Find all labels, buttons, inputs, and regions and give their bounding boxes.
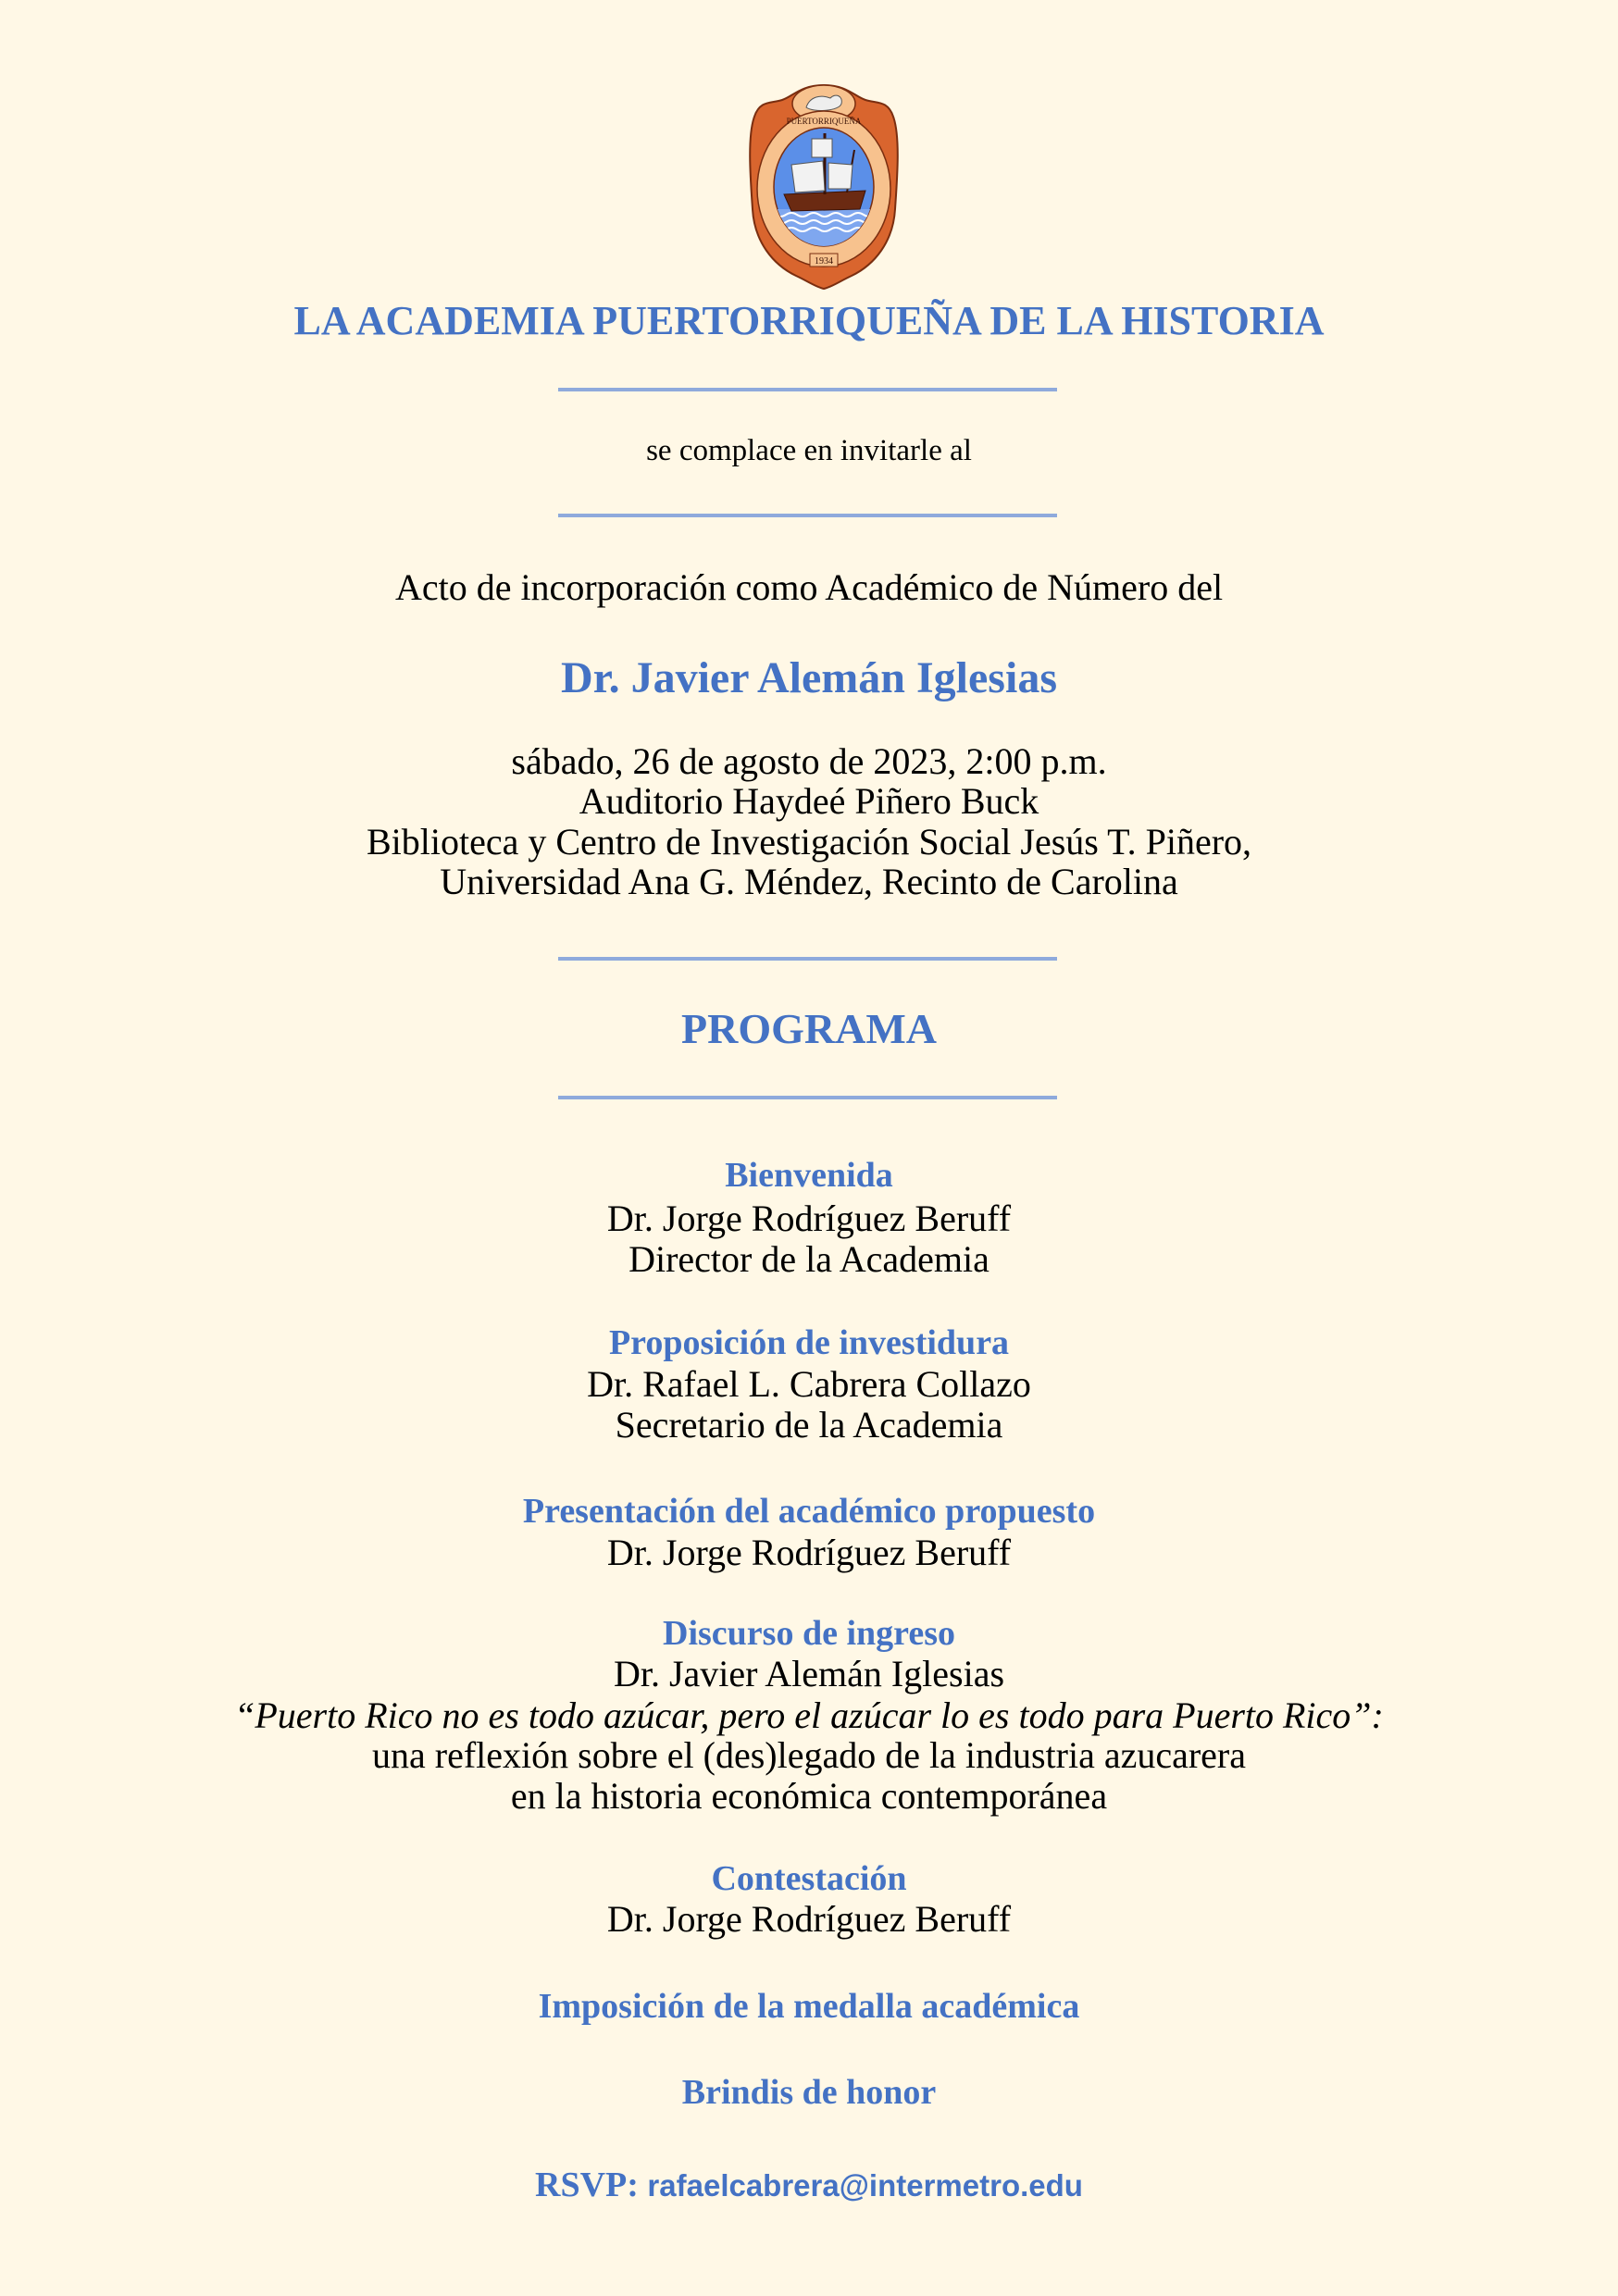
rsvp-label: RSVP:: [535, 2166, 639, 2204]
event-intro: Acto de incorporación como Académico de Número del: [394, 566, 1224, 608]
program-item-title: Contestación: [711, 1859, 907, 1898]
program-item-speaker: Dr. Jorge Rodríguez Beruff: [606, 1198, 1012, 1239]
program-item-speaker: Dr. Jorge Rodríguez Beruff: [606, 1898, 1012, 1940]
academy-title: LA ACADEMIA PUERTORRIQUEÑA DE LA HISTORIA: [293, 298, 1325, 343]
academy-crest-ship-icon: [745, 80, 902, 291]
program-item-role: Director de la Academia: [629, 1238, 989, 1280]
lecture-quote: “Puerto Rico no es todo azúcar, pero el azúcar lo es todo para Puerto Rico”:: [234, 1694, 1384, 1736]
divider: [558, 957, 1057, 961]
rsvp-line: [0, 2167, 1618, 2203]
program-item-lecture-title: [0, 1694, 1618, 1736]
program-item-title: Discurso de ingreso: [663, 1614, 955, 1653]
program-item-lecture-subtitle: en la historia económica contemporánea: [510, 1775, 1108, 1817]
event-venue: Auditorio Haydeé Piñero Buck: [579, 780, 1039, 822]
program-item-speaker: Dr. Rafael L. Cabrera Collazo: [587, 1363, 1031, 1405]
program-item-speaker: Dr. Javier Alemán Iglesias: [613, 1653, 1005, 1694]
invite-line: se complace en invitarle al: [646, 434, 972, 467]
program-item-speaker: Dr. Jorge Rodríguez Beruff: [606, 1532, 1012, 1573]
program-item-brindis: Brindis de honor: [681, 2073, 937, 2112]
program-item-lecture-subtitle: una reflexión sobre el (des)legado de la industria azucarera: [372, 1734, 1246, 1776]
event-building: Biblioteca y Centro de Investigación Social Jesús T. Piñero,: [366, 821, 1252, 863]
program-item-imposicion: Imposición de la medalla académica: [538, 1987, 1080, 2026]
svg-text:PUERTORRIQUEÑA: PUERTORRIQUEÑA: [786, 117, 862, 126]
event-campus: Universidad Ana G. Méndez, Recinto de Carolina: [440, 861, 1178, 902]
event-date-time: sábado, 26 de agosto de 2023, 2:00 p.m.: [511, 740, 1107, 782]
program-item-title: Presentación del académico propuesto: [522, 1492, 1096, 1531]
program-item-role: Secretario de la Academia: [615, 1404, 1003, 1446]
program-heading: PROGRAMA: [681, 1005, 937, 1052]
divider: [558, 514, 1057, 517]
academy-crest-logo: [745, 80, 902, 291]
program-item-title: Bienvenida: [725, 1156, 893, 1195]
svg-text:1934: 1934: [815, 256, 833, 267]
honoree-name: Dr. Javier Alemán Iglesias: [561, 653, 1057, 702]
rsvp-email-link[interactable]: rafaelcabrera@intermetro.edu: [647, 2168, 1083, 2203]
divider: [558, 388, 1057, 391]
divider: [558, 1096, 1057, 1099]
program-item-title: Proposición de investidura: [608, 1323, 1010, 1362]
